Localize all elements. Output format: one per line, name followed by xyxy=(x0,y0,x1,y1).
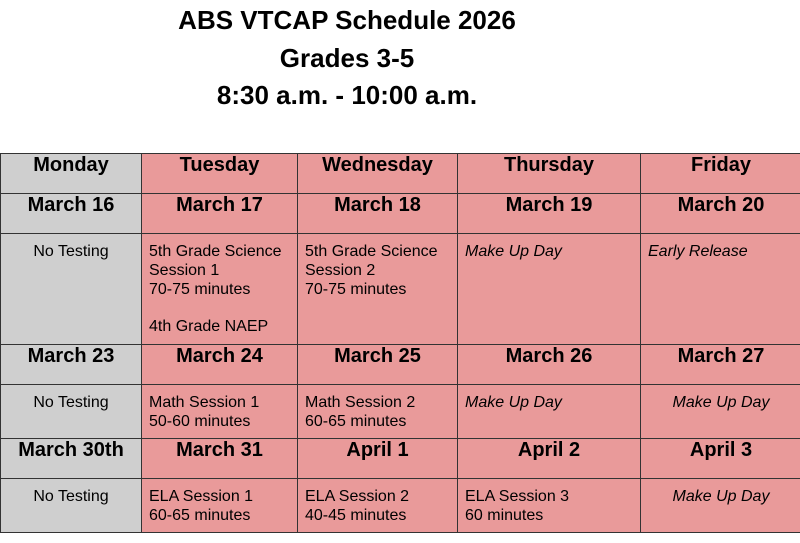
content-row-week-2 xyxy=(1,385,800,439)
schedule-cell xyxy=(458,234,641,345)
schedule-cell xyxy=(641,385,800,439)
date-cell: April 2 xyxy=(458,439,641,479)
content-row-week-3 xyxy=(1,479,800,533)
cell-text: Make Up Day xyxy=(672,394,770,411)
date-cell: March 31 xyxy=(142,439,298,479)
schedule-cell xyxy=(298,234,458,345)
cell-line: 4th Grade NAEP xyxy=(149,318,269,335)
date-cell: April 1 xyxy=(298,439,458,479)
date-cell: March 27 xyxy=(641,345,800,385)
date-row-week-3 xyxy=(1,439,800,479)
date-cell: March 26 xyxy=(458,345,641,385)
cell-line: ELA Session 2 xyxy=(305,488,410,505)
cell-line: ELA Session 1 xyxy=(149,488,254,505)
schedule-cell xyxy=(298,479,458,533)
date-cell: March 16 xyxy=(1,194,142,234)
cell-line: 60-65 minutes xyxy=(305,413,407,430)
date-cell: March 20 xyxy=(641,194,800,234)
date-cell: April 3 xyxy=(641,439,800,479)
date-cell: March 18 xyxy=(298,194,458,234)
cell-line: ELA Session 3 xyxy=(465,488,570,505)
date-row-week-2 xyxy=(1,345,800,385)
content-row-week-1 xyxy=(1,234,800,345)
schedule-cell xyxy=(142,234,298,345)
schedule-cell xyxy=(641,479,800,533)
cell-line: Session 1 xyxy=(149,262,220,279)
date-cell: March 30th xyxy=(1,439,142,479)
date-cell: March 24 xyxy=(142,345,298,385)
day-header-thursday: Thursday xyxy=(458,154,641,194)
title-line-2: Grades 3-5 xyxy=(279,42,415,73)
day-header-row xyxy=(1,154,800,194)
day-header-friday: Friday xyxy=(641,154,800,194)
date-row-week-1 xyxy=(1,194,800,234)
day-header-monday: Monday xyxy=(1,154,142,194)
date-cell: March 25 xyxy=(298,345,458,385)
schedule-title xyxy=(0,0,694,115)
schedule-cell xyxy=(298,385,458,439)
cell-text: Early Release xyxy=(648,243,748,260)
cell-text: Make Up Day xyxy=(465,243,562,260)
cell-line: 60 minutes xyxy=(465,507,544,524)
schedule-cell xyxy=(1,479,142,533)
cell-line: Math Session 1 xyxy=(149,394,260,411)
cell-text: Make Up Day xyxy=(465,394,562,411)
cell-text: No Testing xyxy=(33,394,109,411)
title-line-3: 8:30 a.m. - 10:00 a.m. xyxy=(216,80,478,110)
cell-text: Make Up Day xyxy=(672,488,770,505)
schedule-cell xyxy=(142,385,298,439)
title-line-1: ABS VTCAP Schedule 2026 xyxy=(178,5,516,35)
cell-line: 70-75 minutes xyxy=(305,281,407,298)
cell-line: Math Session 2 xyxy=(305,394,416,411)
schedule-cell xyxy=(458,385,641,439)
cell-line: 50-60 minutes xyxy=(149,413,251,430)
schedule-cell xyxy=(641,234,800,345)
date-cell: March 19 xyxy=(458,194,641,234)
schedule-cell xyxy=(142,479,298,533)
cell-line: Session 2 xyxy=(305,262,376,279)
cell-line: 40-45 minutes xyxy=(305,507,407,524)
cell-line: 60-65 minutes xyxy=(149,507,251,524)
schedule-cell xyxy=(1,385,142,439)
cell-text: No Testing xyxy=(33,488,109,505)
cell-line: 70-75 minutes xyxy=(149,281,251,298)
schedule-cell xyxy=(1,234,142,345)
schedule-table xyxy=(0,153,800,533)
cell-text: No Testing xyxy=(33,243,109,260)
cell-line: 5th Grade Science xyxy=(149,243,282,260)
day-header-tuesday: Tuesday xyxy=(142,154,298,194)
date-cell: March 17 xyxy=(142,194,298,234)
schedule-cell xyxy=(458,479,641,533)
date-cell: March 23 xyxy=(1,345,142,385)
cell-line: 5th Grade Science xyxy=(305,243,438,260)
day-header-wednesday: Wednesday xyxy=(298,154,458,194)
